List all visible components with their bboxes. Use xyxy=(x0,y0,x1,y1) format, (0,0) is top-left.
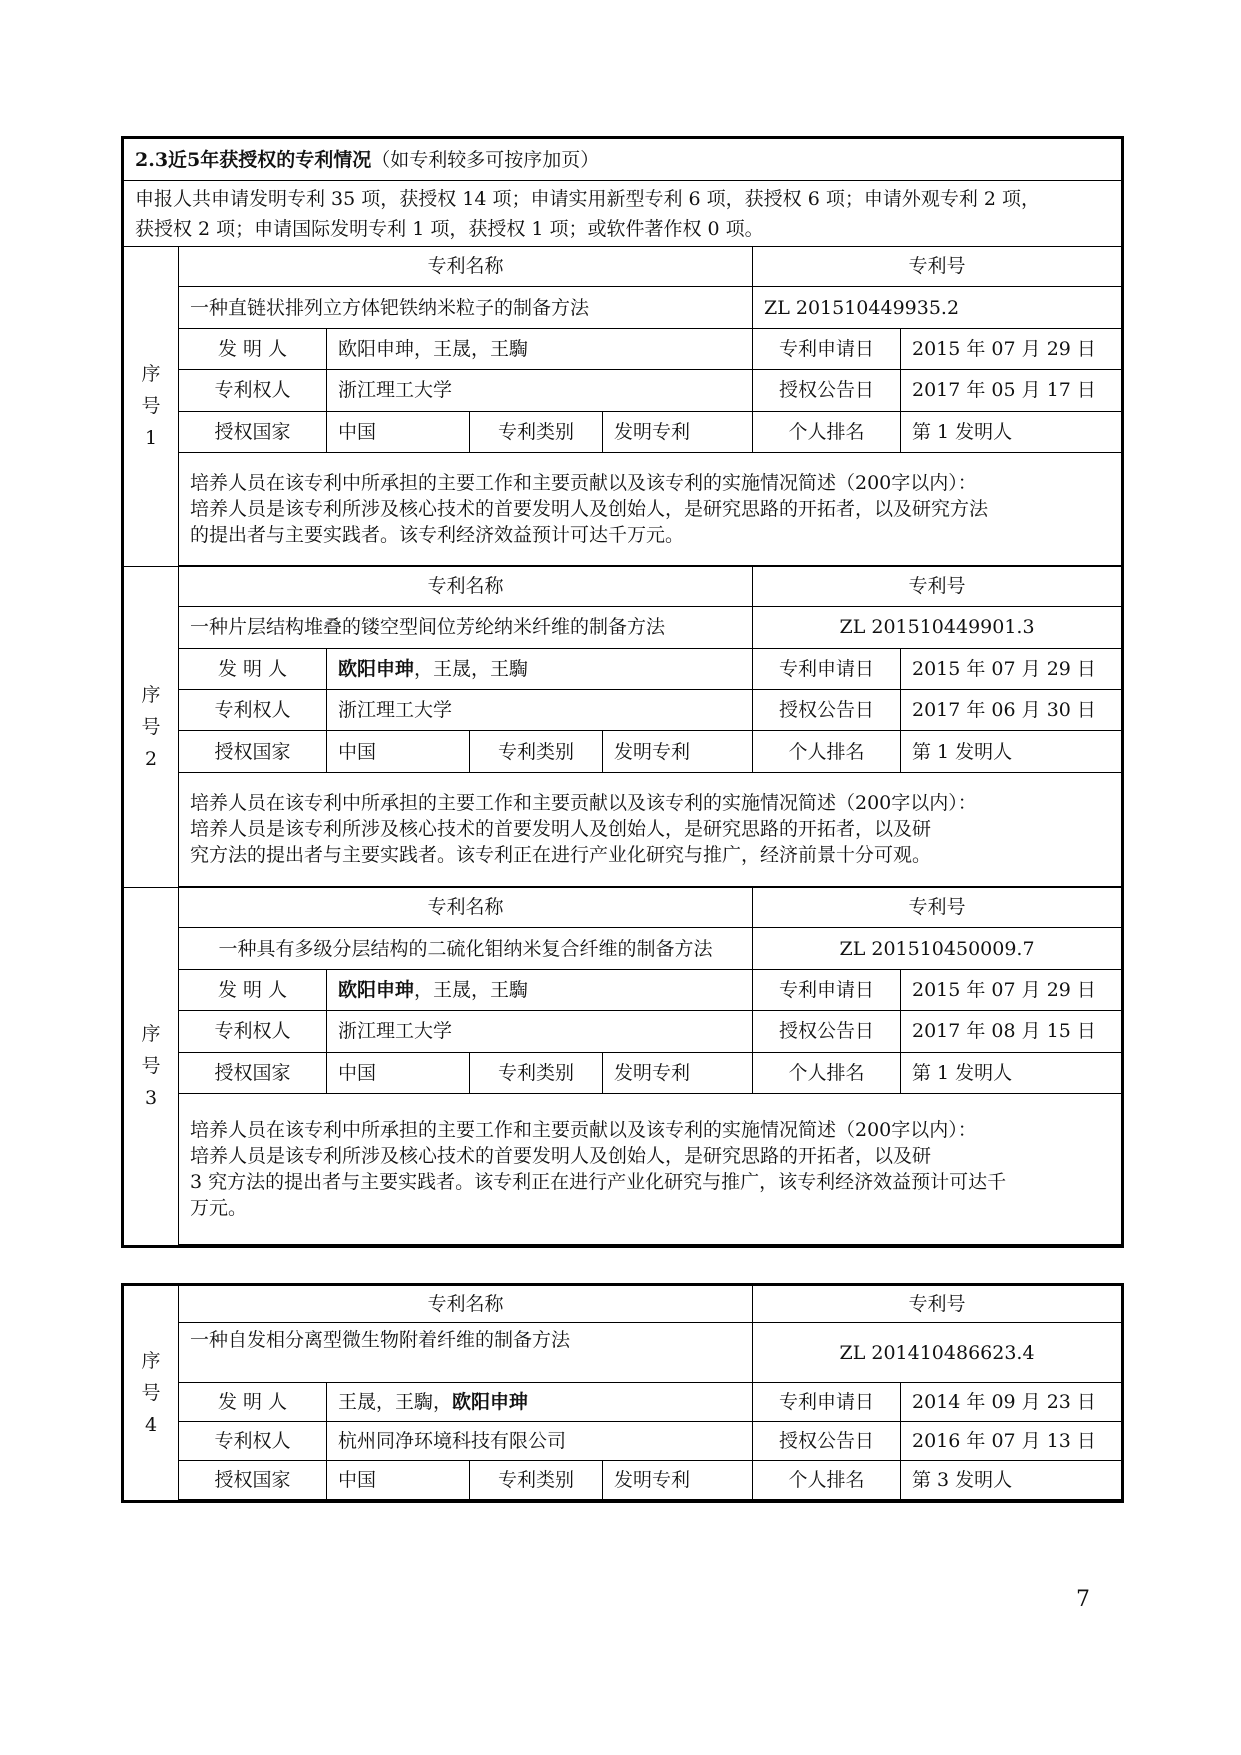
patent-1-number: ZL 201510449935.2 xyxy=(753,286,1123,328)
grant-date-label: 授权公告日 xyxy=(753,690,901,731)
rank-label: 个人排名 xyxy=(753,1052,901,1093)
patent-2-description xyxy=(179,772,1123,886)
rank-label: 个人排名 xyxy=(753,411,901,452)
description-header: 培养人员在该专利中所承担的主要工作和主要贡献以及该专利的实施情况简述（200字以内）： xyxy=(190,1118,977,1141)
description-header: 培养人员在该专利中所承担的主要工作和主要贡献以及该专利的实施情况简述（200字以内）： xyxy=(190,792,977,815)
inventor-highlight: 欧阳申珅 xyxy=(452,1391,529,1413)
patent-4-type: 发明专利 xyxy=(603,1461,753,1500)
patent-no-header: 专利号 xyxy=(753,1285,1123,1323)
inventor-label: 发 明 人 xyxy=(179,1383,327,1422)
patent-name-header: 专利名称 xyxy=(179,1285,753,1323)
patent-2-type: 发明专利 xyxy=(603,731,753,772)
country-label: 授权国家 xyxy=(179,1461,327,1500)
patent-2-rank: 第 1 发明人 xyxy=(901,731,1123,772)
patent-1-apply-date: 2015 年 07 月 29 日 xyxy=(901,329,1123,370)
inventor-highlight: 欧阳申珅 xyxy=(338,979,415,1002)
patent-table-continued xyxy=(121,1283,1124,1503)
patent-3-rank: 第 1 发明人 xyxy=(901,1052,1123,1093)
rank-label: 个人排名 xyxy=(753,731,901,772)
patent-3-type: 发明专利 xyxy=(603,1052,753,1093)
description-header: 培养人员在该专利中所承担的主要工作和主要贡献以及该专利的实施情况简述（200字以内）： xyxy=(190,471,977,494)
patent-2-holder: 浙江理工大学 xyxy=(327,690,753,731)
inventor-label: 发 明 人 xyxy=(179,970,327,1011)
country-label: 授权国家 xyxy=(179,411,327,452)
patent-3-country: 中国 xyxy=(327,1052,470,1093)
summary-line: 申报人共申请发明专利 35 项，获授权 14 项；申请实用新型专利 6 项，获授权 6 项；申请外观专利 2 项， xyxy=(135,187,1041,210)
type-label: 专利类别 xyxy=(470,1461,603,1500)
apply-date-label: 专利申请日 xyxy=(753,970,901,1011)
patent-name-header: 专利名称 xyxy=(179,566,753,606)
patent-2-apply-date: 2015 年 07 月 29 日 xyxy=(901,649,1123,690)
apply-date-label: 专利申请日 xyxy=(753,1383,901,1422)
patent-2-number: ZL 201510449901.3 xyxy=(753,606,1123,648)
inventor-others: ，王晟，王騊 xyxy=(414,658,529,681)
summary-line: 获授权 2 项；申请国际发明专利 1 项，获授权 1 项；或软件著作权 0 项。 xyxy=(135,217,764,240)
patent-2-inventors xyxy=(327,649,753,690)
patent-4-name: 一种自发相分离型微生物附着纤维的制备方法 xyxy=(179,1323,753,1383)
patent-1-inventors: 欧阳申珅，王晟，王騊 xyxy=(327,329,753,370)
section-note: （如专利较多可按序加页） xyxy=(371,148,600,171)
patent-1-grant-date: 2017 年 05 月 17 日 xyxy=(901,370,1123,411)
patent-name-header: 专利名称 xyxy=(179,887,753,927)
patent-no-header: 专利号 xyxy=(753,246,1123,286)
inventor-label: 发 明 人 xyxy=(179,329,327,370)
patent-2-country: 中国 xyxy=(327,731,470,772)
type-label: 专利类别 xyxy=(470,411,603,452)
rank-label: 个人排名 xyxy=(753,1461,901,1500)
patent-2-grant-date: 2017 年 06 月 30 日 xyxy=(901,690,1123,731)
description-line: 培养人员是该专利所涉及核心技术的首要发明人及创始人，是研究思路的开拓者，以及研 xyxy=(190,1144,932,1167)
country-label: 授权国家 xyxy=(179,731,327,772)
patent-table-main xyxy=(121,136,1124,1248)
holder-label: 专利权人 xyxy=(179,690,327,731)
patent-no-header: 专利号 xyxy=(753,566,1123,606)
description-line: 万元。 xyxy=(190,1196,248,1219)
patent-4-holder: 杭州同净环境科技有限公司 xyxy=(327,1422,753,1461)
patent-1-description xyxy=(179,452,1123,565)
patent-1-holder: 浙江理工大学 xyxy=(327,370,753,411)
patent-4-grant-date: 2016 年 07 月 13 日 xyxy=(901,1422,1123,1461)
inventor-others: ，王晟，王騊 xyxy=(414,979,529,1002)
description-line: 培养人员是该专利所涉及核心技术的首要发明人及创始人，是研究思路的开拓者，以及研究方法 xyxy=(190,497,989,520)
holder-label: 专利权人 xyxy=(179,370,327,411)
description-line: 究方法的提出者与主要实践者。该专利正在进行产业化研究与推广，经济前景十分可观。 xyxy=(190,844,932,867)
description-line: 的提出者与主要实践者。该专利经济效益预计可达千万元。 xyxy=(190,523,685,546)
holder-label: 专利权人 xyxy=(179,1011,327,1052)
section-summary xyxy=(123,181,1123,246)
patent-1-seq: 序 号 1 xyxy=(123,246,179,566)
patent-2-seq: 序 号 2 xyxy=(123,566,179,887)
inventor-highlight: 欧阳申珅 xyxy=(338,658,415,681)
grant-date-label: 授权公告日 xyxy=(753,1422,901,1461)
patent-4-apply-date: 2014 年 09 月 23 日 xyxy=(901,1383,1123,1422)
apply-date-label: 专利申请日 xyxy=(753,329,901,370)
grant-date-label: 授权公告日 xyxy=(753,1011,901,1052)
description-line: 3 究方法的提出者与主要实践者。该专利正在进行产业化研究与推广，该专利经济效益预计可达千 xyxy=(190,1170,1007,1193)
patent-3-grant-date: 2017 年 08 月 15 日 xyxy=(901,1011,1123,1052)
patent-3-holder: 浙江理工大学 xyxy=(327,1011,753,1052)
patent-3-seq: 序 号 3 xyxy=(123,887,179,1246)
patent-1-name: 一种直链状排列立方体钯铁纳米粒子的制备方法 xyxy=(179,286,753,328)
description-line: 培养人员是该专利所涉及核心技术的首要发明人及创始人，是研究思路的开拓者，以及研 xyxy=(190,818,932,841)
grant-date-label: 授权公告日 xyxy=(753,370,901,411)
section-title: 2.3近5年获授权的专利情况 xyxy=(135,148,372,171)
patent-4-seq: 序 号 4 xyxy=(123,1285,179,1502)
patent-3-name: 一种具有多级分层结构的二硫化钼纳米复合纤维的制备方法 xyxy=(179,927,753,969)
patent-3-number: ZL 201510450009.7 xyxy=(753,927,1123,969)
patent-4-number: ZL 201410486623.4 xyxy=(753,1323,1123,1383)
inventor-label: 发 明 人 xyxy=(179,649,327,690)
page-number: 7 xyxy=(1076,1587,1090,1612)
apply-date-label: 专利申请日 xyxy=(753,649,901,690)
patent-3-inventors xyxy=(327,970,753,1011)
type-label: 专利类别 xyxy=(470,1052,603,1093)
patent-2-name: 一种片层结构堆叠的镂空型间位芳纶纳米纤维的制备方法 xyxy=(179,606,753,648)
type-label: 专利类别 xyxy=(470,731,603,772)
holder-label: 专利权人 xyxy=(179,1422,327,1461)
patent-1-rank: 第 1 发明人 xyxy=(901,411,1123,452)
inventor-others: 王晟，王騊， xyxy=(338,1391,453,1413)
section-title-cell xyxy=(123,138,1123,181)
patent-3-description xyxy=(179,1093,1123,1244)
patent-4-country: 中国 xyxy=(327,1461,470,1500)
country-label: 授权国家 xyxy=(179,1052,327,1093)
patent-1-type: 发明专利 xyxy=(603,411,753,452)
patent-4-inventors xyxy=(327,1383,753,1422)
patent-no-header: 专利号 xyxy=(753,887,1123,927)
patent-1-country: 中国 xyxy=(327,411,470,452)
patent-4-rank: 第 3 发明人 xyxy=(901,1461,1123,1500)
patent-name-header: 专利名称 xyxy=(179,246,753,286)
patent-3-apply-date: 2015 年 07 月 29 日 xyxy=(901,970,1123,1011)
